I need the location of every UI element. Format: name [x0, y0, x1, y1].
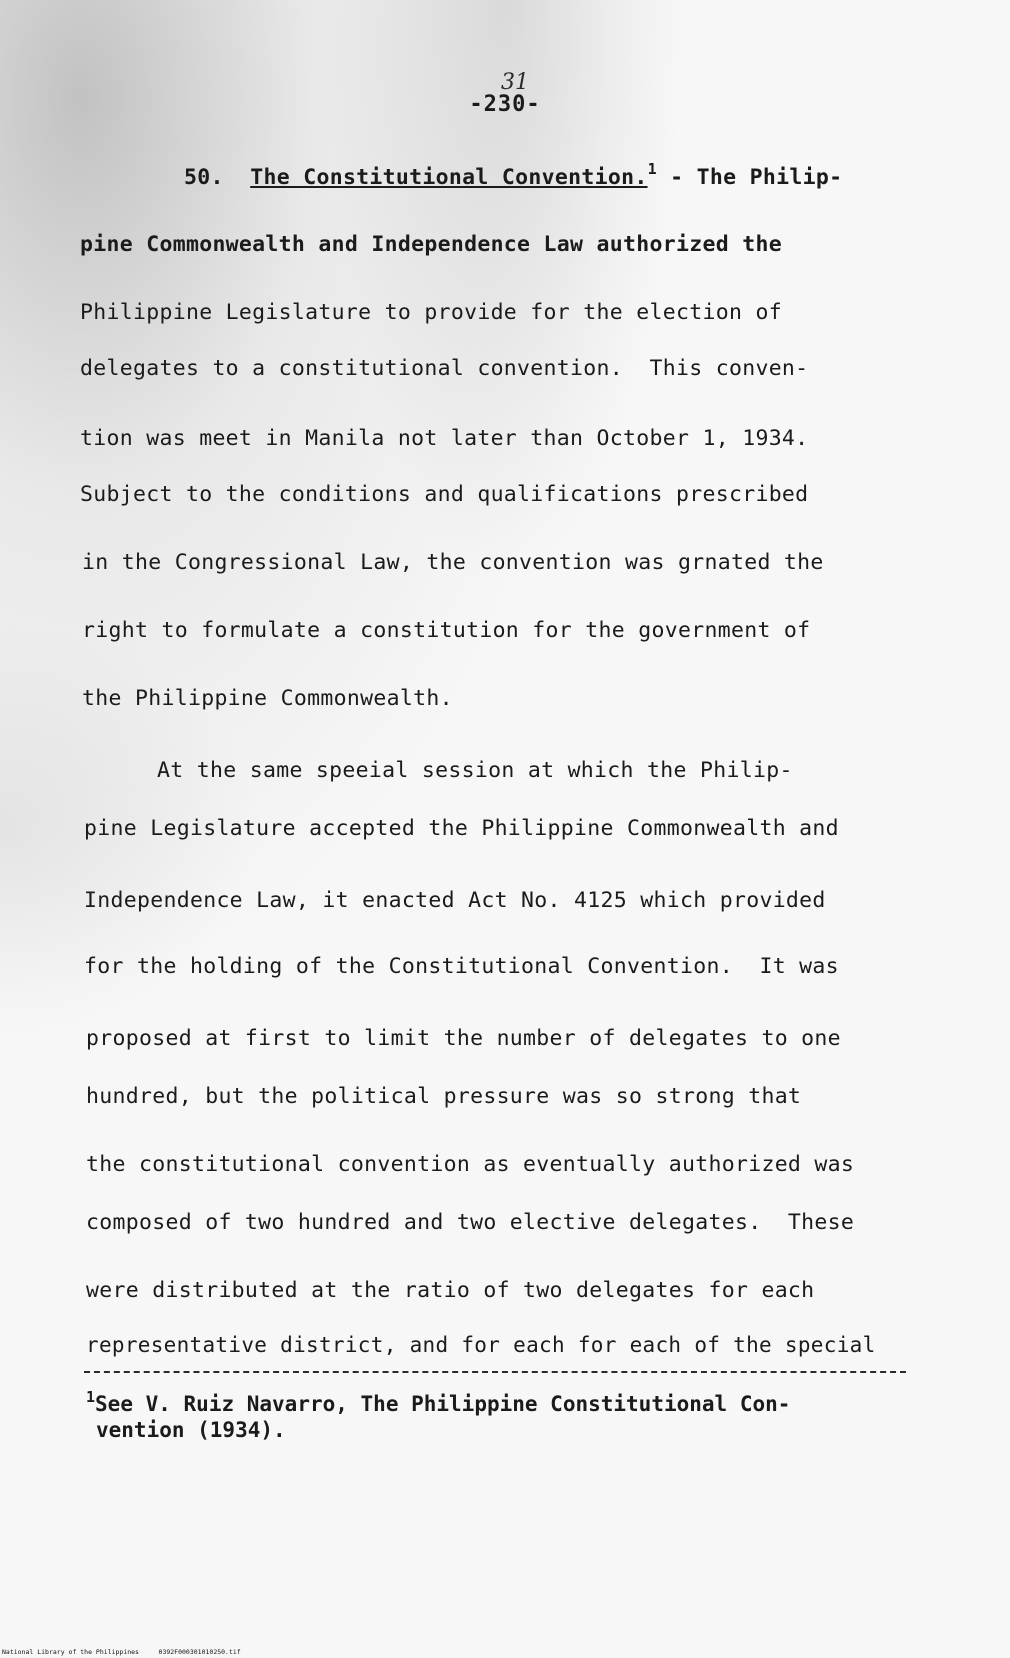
paragraph-line: right to formulate a constitution for the government of	[82, 618, 811, 643]
section-title: The Constitutional Convention.	[250, 165, 648, 190]
paragraph-line: pine Commonwealth and Independence Law authorized the	[80, 232, 782, 257]
paragraph-line: the constitutional convention as eventually authorized was	[86, 1152, 855, 1177]
paragraph-line: The Philip-	[696, 165, 843, 190]
section-number: 50.	[184, 165, 224, 190]
paragraph-line: in the Congressional Law, the convention was grnated the	[82, 550, 824, 575]
paragraph-line: composed of two hundred and two elective delegates. These	[86, 1210, 855, 1235]
paragraph-line: hundred, but the political pressure was so strong that	[86, 1084, 802, 1109]
paragraph-line: tion was meet in Manila not later than October 1, 1934.	[80, 426, 809, 451]
footnote-reference: 1	[647, 160, 657, 178]
paragraph-line: At the same speeial session at which the Philip-	[157, 758, 793, 783]
paragraph-line: the Philippine Commonwealth.	[82, 686, 453, 711]
footnote-separator	[84, 1371, 906, 1373]
heading-dash: -	[656, 165, 697, 190]
paragraph-line: Subject to the conditions and qualifications prescribed	[80, 482, 809, 507]
paragraph-line: proposed at first to limit the number of delegates to one	[86, 1026, 841, 1051]
archive-caption: National Library of the Philippines 0392F000301010250.tif	[2, 1648, 241, 1656]
footnote-marker: 1	[86, 1388, 96, 1406]
section-heading	[184, 160, 842, 190]
footnote-text: See V. Ruiz Navarro, The Philippine Constitutional Con-	[95, 1392, 791, 1416]
typed-page-number: -230-	[469, 92, 541, 117]
paragraph-line: delegates to a constitutional convention. This conven-	[80, 356, 809, 381]
footnote	[86, 1388, 790, 1416]
paragraph-line: representative district, and for each for each of the special	[86, 1333, 876, 1357]
paragraph-line: Independence Law, it enacted Act No. 4125 which provided	[84, 888, 826, 913]
paragraph-line: Philippine Legislature to provide for the election of	[80, 300, 782, 325]
paragraph-line: were distributed at the ratio of two delegates for each	[86, 1278, 815, 1303]
paragraph-line: pine Legislature accepted the Philippine Commonwealth and	[84, 816, 839, 841]
footnote-continuation: vention (1934).	[96, 1418, 286, 1442]
handwritten-page-number: 31	[501, 70, 529, 95]
paragraph-line: for the holding of the Constitutional Convention. It was	[84, 954, 839, 979]
